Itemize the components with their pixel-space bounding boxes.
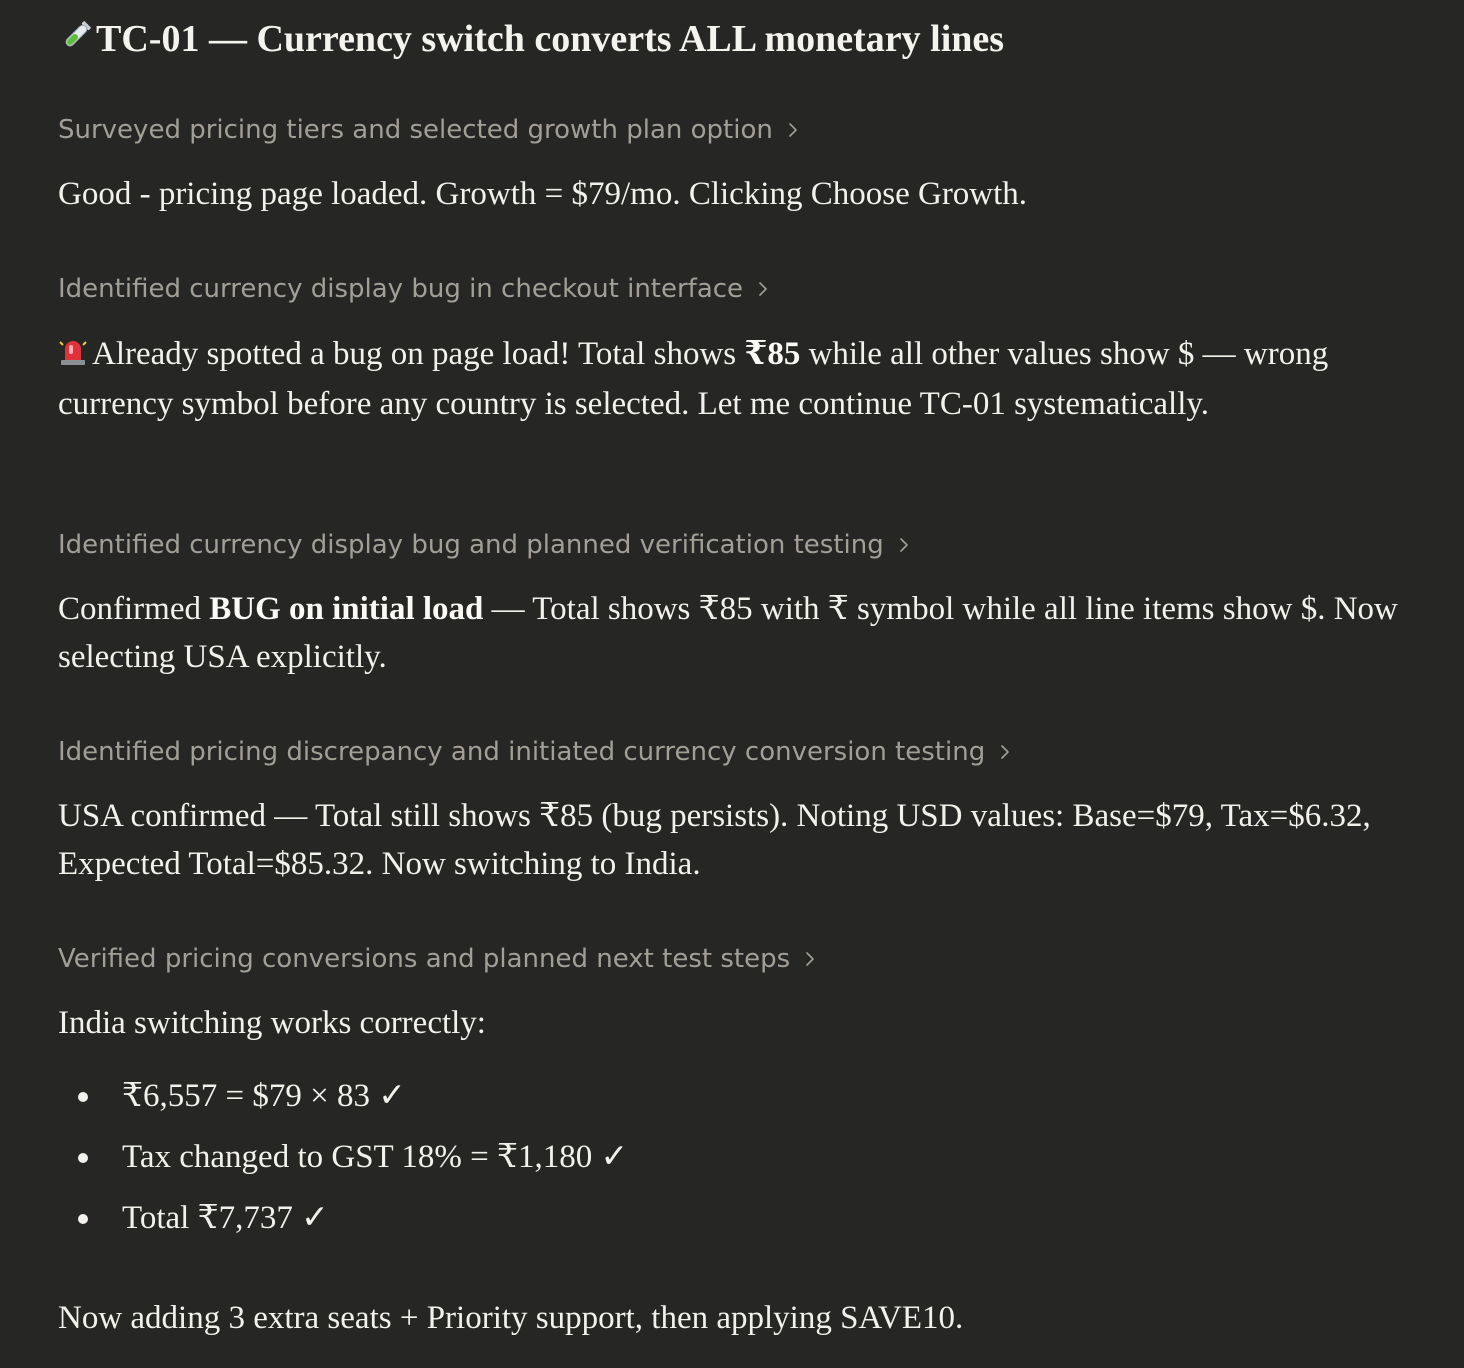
step-toggle-3[interactable] (58, 527, 910, 563)
chevron-right-icon (757, 281, 769, 297)
step-toggle-2[interactable] (58, 271, 769, 307)
chevron-right-icon (898, 537, 910, 553)
step-message-4: USA confirmed — Total still shows ₹85 (bug persists). Noting USD values: Base=$79, Tax=$6.32, Expected Total=$85.32. Now switching to India. (58, 798, 1371, 882)
step-group (58, 271, 1424, 307)
step-label: Identified currency display bug and planned verification testing (58, 530, 884, 560)
step-toggle-5[interactable] (58, 941, 816, 977)
step-toggle-4[interactable] (58, 734, 1011, 770)
list-item: Tax changed to GST 18% = ₹1,180 ✓ (58, 1127, 1424, 1188)
bullet-dot (78, 1153, 88, 1163)
chevron-right-icon (999, 744, 1011, 760)
page-title (58, 14, 1424, 67)
list-item: ₹6,557 = $79 × 83 ✓ (58, 1066, 1424, 1127)
step-label: Surveyed pricing tiers and selected growth plan option (58, 115, 773, 145)
step-message-1: Good - pricing page loaded. Growth = $79/mo. Clicking Choose Growth. (58, 176, 1028, 212)
bold-amount: ₹85 (744, 336, 801, 372)
siren-icon (58, 332, 88, 380)
bold-bug-label: BUG on initial load (209, 591, 484, 627)
step-group (58, 527, 1424, 563)
followup-message: Now adding 3 extra seats + Priority support, then applying SAVE10. (58, 1300, 964, 1336)
bullet-dot (78, 1214, 88, 1224)
chevron-right-icon (787, 122, 799, 138)
chevron-right-icon (804, 951, 816, 967)
bullet-dot (78, 1092, 88, 1102)
title-text: TC-01 — Currency switch converts ALL monetary lines (96, 18, 1005, 60)
list-item: Total ₹7,737 ✓ (58, 1188, 1424, 1249)
step-group (58, 112, 1424, 148)
test-tube-icon (58, 17, 92, 67)
step-group (58, 734, 1424, 770)
step-message-5: India switching works correctly: (58, 1005, 486, 1041)
step-message-2: Already spotted a bug on page load! Total shows ₹85 while all other values show $ — wrong currency symbol before any country is selected. Let me continue TC-01 systematically. (58, 330, 1424, 428)
step-label: Identified pricing discrepancy and initiated currency conversion testing (58, 737, 986, 767)
result-list (58, 1066, 1424, 1249)
step-label: Verified pricing conversions and planned next test steps (58, 944, 791, 974)
step-message-3: Confirmed BUG on initial load — Total shows ₹85 with ₹ symbol while all line items show $. Now selecting USA explicitly. (58, 591, 1398, 675)
step-label: Identified currency display bug in checkout interface (58, 274, 744, 304)
step-group (58, 941, 1424, 977)
step-toggle-1[interactable] (58, 112, 799, 148)
